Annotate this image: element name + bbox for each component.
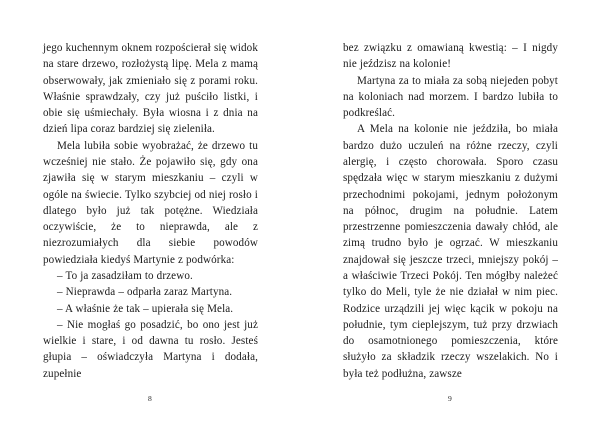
paragraph: bez związku z omawianą kwestią: – I nigdy nie jeździsz na kolonie! xyxy=(343,42,558,71)
left-page-text-block xyxy=(43,40,258,382)
dialogue-line: – To ja zasadziłam to drzewo. xyxy=(57,269,193,282)
paragraph: Mela lubiła sobie wyobrażać, że drzewo tu wcześniej nie stało. Że pojawiło się, gdy ona zjawiła się w starym mieszkaniu – czyli w ogóle na świecie. Tylko szybciej od niej rosło i dlatego było już tak potężne. Wiedziała oczywiście, że to nieprawda, ale z niezrozumiałych dla siebie powodów powiedziała kiedyś Martynie z podwórka: xyxy=(43,139,258,266)
paragraph: Martyna za to miała za sobą niejeden pobyt na koloniach nad morzem. I bardzo lubiła to podkreślać. xyxy=(343,74,558,120)
right-page xyxy=(300,0,600,424)
dialogue-line: – Nieprawda – odparła zaraz Martyna. xyxy=(57,286,233,299)
page-number: 9 xyxy=(448,394,452,403)
page-number: 8 xyxy=(148,394,152,403)
dialogue-line: – Nie mogłaś go posadzić, bo ono jest już wielkie i stare, i od dawna tu rosło. Jesteś głupia – oświadczyła Martyna i dodała, zupełnie xyxy=(43,318,258,380)
paragraph: A Mela na kolonie nie jeździła, bo miała bardzo dużo uczuleń na różne rzeczy, czyli alergię, i często chorowała. Sporo czasu spędzała więc w starym mieszkaniu z dużymi przechodnimi pokojami, jednym położonym na północ, drugim na południe. Latem przestrzenne pomieszczenia dawały chłód, ale zimą trudno było je ogrzać. W mieszkaniu znajdował się jeszcze trzeci, mniejszy pokój – a właściwie Trzeci Pokój. Ten mógłby należeć tylko do Meli, tyle że nie działał w nim piec. Rodzice urządzili jej więc kącik w pokoju na południe, tym cieplejszym, tuż przy drzwiach do osamotnionego pomieszczenia, które służyło za składzik rzeczy wszelakich. No i była też podłużna, zawsze xyxy=(343,123,558,380)
paragraph: jego kuchennym oknem rozpościerał się widok na stare drzewo, rozłożystą lipę. Mela z mamą obserwowały, jak zmieniało się z porami roku. Właśnie sprawdzały, czy już puściło listki, i obie się uśmiechały. Była wiosna i z dnia na dzień lipa coraz bardziej się zieleniła. xyxy=(43,42,258,136)
right-page-text-block xyxy=(343,40,558,382)
dialogue-line: – A właśnie że tak – upierała się Mela. xyxy=(57,302,234,315)
